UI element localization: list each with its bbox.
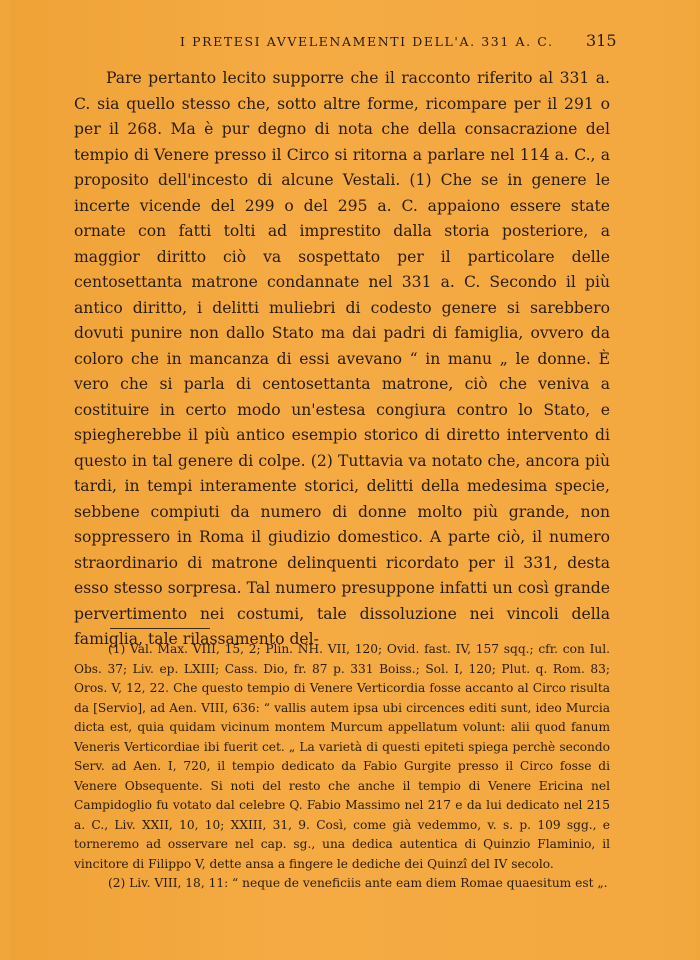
- main-text: [74, 66, 610, 653]
- running-title: I PRETESI AVVELENAMENTI DELL'A. 331 A. C.: [180, 34, 554, 49]
- footnotes: [74, 640, 610, 894]
- footnote-2: (2) Liv. VIII, 18, 11: “ neque de veneficiis ante eam diem Romae quaesitum est „.: [108, 876, 608, 890]
- body-paragraph: Pare pertanto lecito supporre che il racconto riferito al 331 a. C. sia quello stesso che, sotto altre forme, ricompare per il 291 o per il 268. Ma è pur degno di nota che della consacrazione del tempio di Venere presso il Circo si ritorna a parlare nel 114 a. C., a proposito dell'incesto di alcune Vestali. (1) Che se in genere le incerte vicende del 299 o del 295 a. C. appaiono essere state ornate con fatti tolti ad imprestito dalla storia posteriore, a maggior diritto ciò va sospettato per il particolare delle centosettanta matrone condannate nel 331 a. C. Secondo il più antico diritto, i delitti muliebri di codesto genere si sarebbero dovuti punire non dallo Stato ma dai padri di famiglia, ovvero da coloro che in mancanza di essi avevano “ in manu „ le donne. È vero che si parla di centosettanta matrone, ciò che veniva a costituire in certo modo un'estesa congiura contro lo Stato, e spiegherebbe il più antico esempio storico di diretto intervento di questo in tal genere di colpe. (2) Tuttavia va notato che, ancora più tardi, in tempi interamente storici, delitti della medesima specie, sebbene compiuti da numero di donne molto più grande, non soppressero in Roma il giudizio domestico. A parte ciò, il numero straordinario di matrone delinquenti ricordato per il 331, desta esso stesso sorpresa. Tal numero presuppone infatti un così grande pervertimento nei costumi, tale dissoluzione nei vincoli della famiglia, tale rilassamento del-: [74, 69, 610, 648]
- footnote-1: (1) Val. Max. VIII, 15, 2; Plin. NH. VII, 120; Ovid. fast. IV, 157 sqq.; cfr. con Iul. Obs. 37; Liv. ep. LXIII; Cass. Dio, fr. 87 p. 331 Boiss.; Sol. I, 120; Plut. q. Rom. 83; Oros. V, 12, 22. Che questo tempio di Venere Verticordia fosse accanto al Circo risulta da [Servio], ad Aen. VIII, 636: “ vallis autem ipsa ubi circences editi sunt, ideo Murcia dicta est, quia quidam vicinum montem Murcum appellatum volunt: alii quod fanum Veneris Verticordiae ibi fuerit cet. „ La varietà di questi epiteti spiega perchè secondo Serv. ad Aen. I, 720, il tempio dedicato da Fabio Gurgite presso il Circo fosse di Venere Obsequente. Si noti del resto che anche il tempio di Venere Ericina nel Campidoglio fu votato dal celebre Q. Fabio Massimo nel 217 e da lui dedicato nel 215 a. C., Liv. XXII, 10, 10; XXIII, 31, 9. Così, come già vedemmo, v. s. p. 109 sgg., e torneremo ad osservare nel cap. sg., una dedica autentica di Quinzio Flaminio, il vincitore di Filippo V, dette ansa a fingere le dediche dei Quinzî del IV secolo.: [74, 642, 610, 871]
- book-page: [10, 0, 696, 960]
- footnote-rule: [110, 628, 210, 629]
- page-number: 315: [586, 31, 617, 50]
